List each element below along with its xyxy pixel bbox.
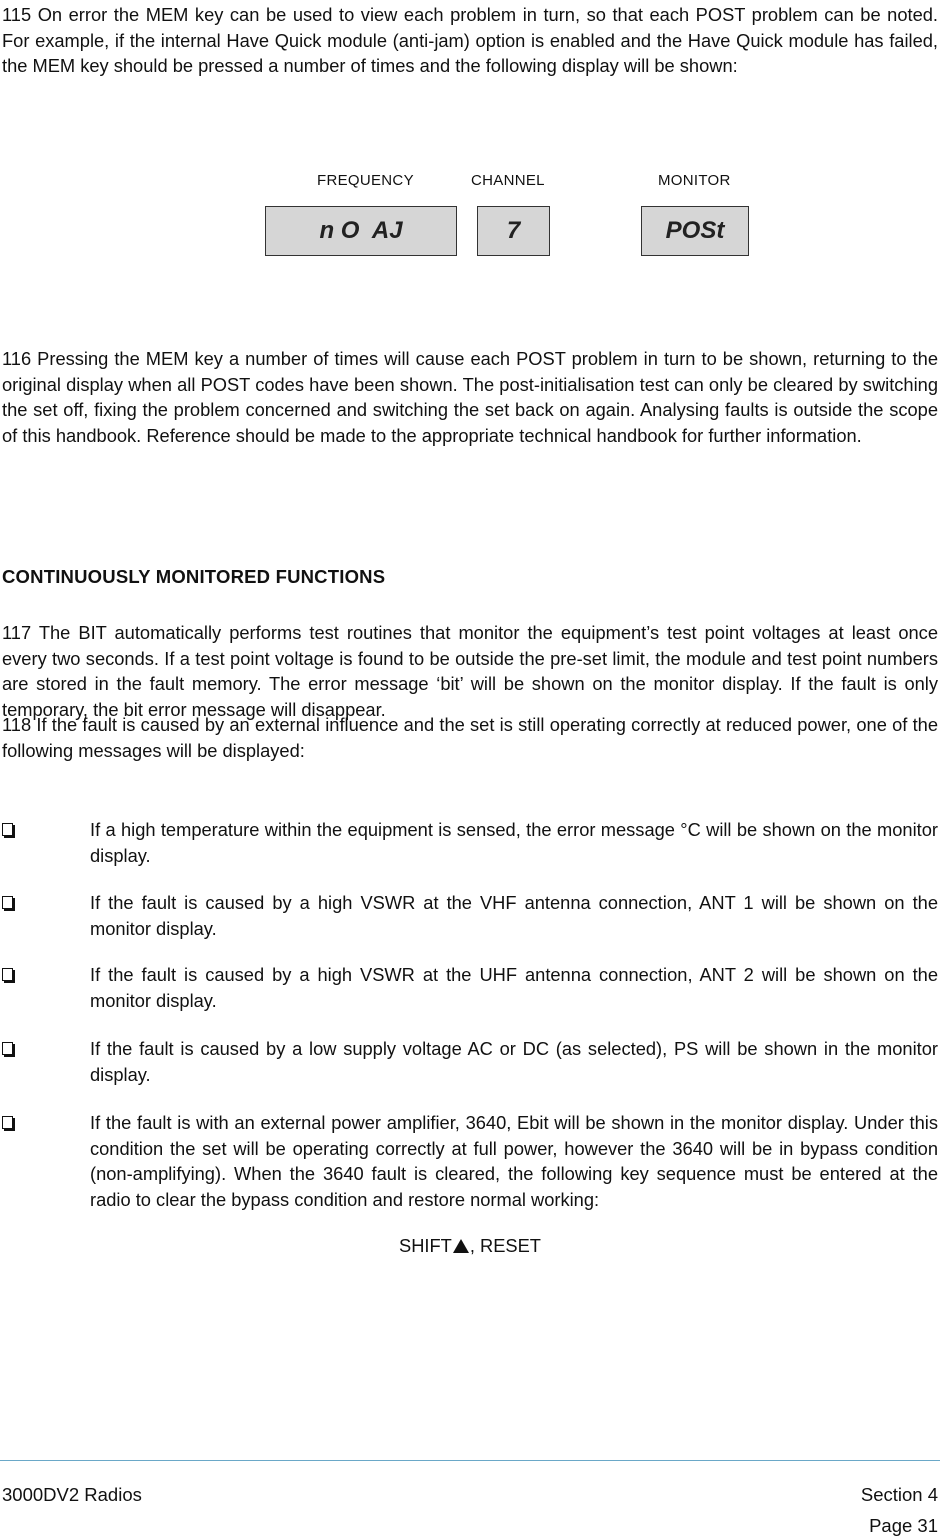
checkbox-bullet-icon xyxy=(2,1042,13,1055)
key-reset-label: , RESET xyxy=(469,1235,541,1256)
list-item-text: If a high temperature within the equipment is sensed, the error message °C will be shown on the monitor display. xyxy=(90,819,938,866)
paragraph-116: 116 Pressing the MEM key a number of times will cause each POST problem in turn to be shown, returning to the original display when all POST codes have been shown. The post-initialisation test can only be cleared by switching the set off, fixing the problem concerned and switching the set back on again. Analysing faults is outside the scope of this handbook. Reference should be made to the appropriate technical handbook for further information. xyxy=(2,348,938,446)
footer-page-number: Page 31 xyxy=(869,1515,938,1536)
section-heading: CONTINUOUSLY MONITORED FUNCTIONS xyxy=(2,566,386,587)
footer-title: 3000DV2 Radios xyxy=(2,1484,142,1505)
channel-display-value: 7 xyxy=(506,217,521,244)
frequency-display xyxy=(265,206,457,256)
list-item-text: If the fault is caused by a high VSWR at the VHF antenna connection, ANT 1 will be shown on the monitor display. xyxy=(90,892,938,939)
monitor-display xyxy=(641,206,749,256)
list-item-text: If the fault is caused by a high VSWR at the UHF antenna connection, ANT 2 will be shown on the monitor display. xyxy=(90,964,938,1011)
channel-display xyxy=(477,206,550,256)
paragraph-115: 115 On error the MEM key can be used to view each problem in turn, so that each POST problem can be noted. For example, if the internal Have Quick module (anti-jam) option is enabled and the Have Quick module has failed, the MEM key should be pressed a number of times and the following display will be shown: xyxy=(2,4,938,76)
monitor-label: MONITOR xyxy=(658,172,731,189)
channel-label: CHANNEL xyxy=(471,172,545,189)
checkbox-bullet-icon xyxy=(2,968,13,981)
paragraph-118: 118 If the fault is caused by an external influence and the set is still operating correctly at reduced power, one of the following messages will be displayed: xyxy=(2,714,938,761)
monitor-display-value: POSt xyxy=(665,217,725,244)
footer-section: Section 4 xyxy=(860,1484,938,1505)
key-sequence xyxy=(0,1235,940,1257)
frequency-display-value: n O AJ xyxy=(319,217,403,244)
checkbox-bullet-icon xyxy=(2,1116,13,1129)
key-shift-label: SHIFT xyxy=(399,1235,452,1256)
checkbox-bullet-icon xyxy=(2,896,13,909)
list-item-text: If the fault is caused by a low supply voltage AC or DC (as selected), PS will be shown in the monitor display. xyxy=(90,1038,938,1085)
list-item-text: If the fault is with an external power amplifier, 3640, Ebit will be shown in the monitor display. Under this condition the set will be operating correctly at full power, however the 3640 will be in bypass condition (non-amplifying). When the 3640 fault is cleared, the following key sequence must be entered at the radio to clear the bypass condition and restore normal working: xyxy=(90,1112,938,1210)
frequency-label: FREQUENCY xyxy=(317,172,414,189)
up-arrow-icon xyxy=(453,1239,469,1253)
paragraph-117: 117 The BIT automatically performs test routines that monitor the equipment’s test point voltages at least once every two seconds. If a test point voltage is found to be outside the pre-set limit, the module and test point numbers are stored in the fault memory. The error message ‘bit’ will be shown on the monitor display. If the fault is only temporary, the bit error message will disappear. xyxy=(2,622,938,720)
checkbox-bullet-icon xyxy=(2,823,13,836)
footer-divider xyxy=(0,1460,940,1461)
